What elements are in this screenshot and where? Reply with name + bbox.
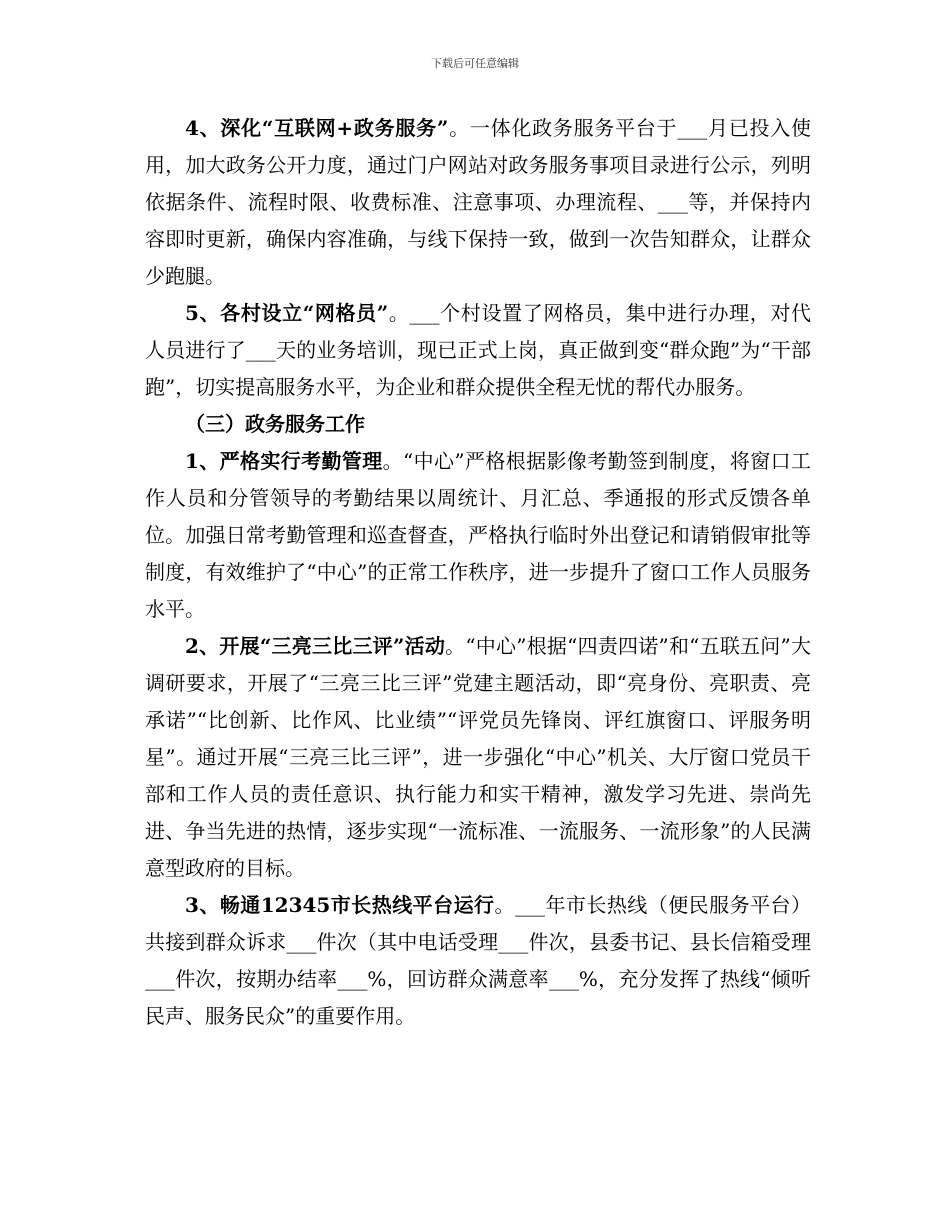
paragraph-attendance bbox=[145, 443, 811, 628]
paragraph-text: 。“中心”根据“四责四诺”和“五联五问”大调研要求，开展了“三亮三比三评”党建主题活动，即“亮身份、亮职责、亮承诺”“比创新、比作风、比业绩”“评党员先锋岗、评红旗窗口、评服务明星”。通过开展“三亮三比三评”，进一步强化“中心”机关、大厅窗口党员干部和工作人员的责任意识、执行能力和实干精神，激发学习先进、崇尚先进、争当先进的热情，逐步实现“一流标准、一流服务、一流形象”的人民满意型政府的目标。 bbox=[145, 634, 811, 880]
paragraph-text: 。___个村设置了网格员，集中进行办理，对代人员进行了___天的业务培训，现已正式上岗，真正做到变“群众跑”为“干部跑”，切实提高服务水平，为企业和群众提供全程无忧的帮代办服务。 bbox=[145, 301, 811, 399]
paragraph-hotline bbox=[145, 887, 811, 1035]
paragraph-three-activities bbox=[145, 628, 811, 887]
paragraph-title: 2、开展“三亮三比三评”活动 bbox=[185, 634, 446, 658]
paragraph-title: 4、深化“互联网+政务服务” bbox=[185, 116, 449, 140]
paragraph-text: 。“中心”严格根据影像考勤签到制度，将窗口工作人员和分管领导的考勤结果以周统计、月汇总、季通报的形式反馈各单位。加强日常考勤管理和巡查督查，严格执行临时外出登记和请销假审批等制度，有效维护了“中心”的正常工作秩序，进一步提升了窗口工作人员服务水平。 bbox=[145, 449, 811, 621]
section-heading: （三）政务服务工作 bbox=[185, 412, 365, 436]
paragraph-grid-staff bbox=[145, 295, 811, 406]
document-body bbox=[145, 110, 811, 1035]
paragraph-internet-plus bbox=[145, 110, 811, 295]
paragraph-text: 。一体化政务服务平台于___月已投入使用，加大政务公开力度，通过门户网站对政务服务事项目录进行公示，列明依据条件、流程时限、收费标准、注意事项、办理流程、___等，并保持内容即时更新，确保内容准确，与线下保持一致，做到一次告知群众，让群众少跑腿。 bbox=[145, 116, 812, 288]
paragraph-text: 。___年市长热线（便民服务平台）共接到群众诉求___件次（其中电话受理___件次，县委书记、县长信箱受理___件次，按期办结率___%，回访群众满意率___%，充分发挥了热线“倾听民声、服务民众”的重要作用。 bbox=[145, 893, 811, 1028]
page-header: 下载后可任意编辑 bbox=[431, 57, 519, 70]
paragraph-title: 3、畅通12345市长热线平台运行 bbox=[185, 893, 495, 917]
paragraph-title: 1、严格实行考勤管理 bbox=[185, 449, 383, 473]
paragraph-title: 5、各村设立“网格员” bbox=[185, 301, 389, 325]
